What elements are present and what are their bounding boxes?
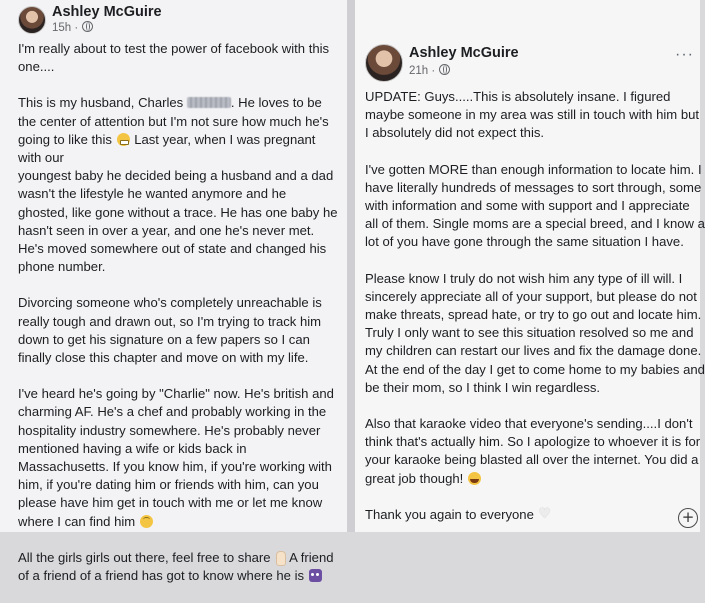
globe-icon: [439, 64, 450, 75]
timestamp-text: 21h: [409, 65, 429, 77]
screenshot-divider: [347, 0, 355, 532]
more-options-icon[interactable]: ···: [675, 46, 694, 63]
left-post-body: [18, 40, 340, 603]
post-paragraph: This is my husband, Charles . He loves to be the center of attention but I'm not sure how much he's going to like this Last year, when I was pregnant with our youngest baby he decided being a husband and a dad wasn't the lifestyle he wanted anymore and he ghosted, like gone without a trace. He has one baby he hasn't seen in over a year, and one he's never met. He's moved somewhere out of state and changed his phone number.: [18, 94, 340, 276]
author-name[interactable]: Ashley McGuire: [409, 45, 519, 61]
post-text: This is my husband, Charles: [18, 95, 184, 111]
post-paragraph: Divorcing someone who's completely unreachable is really tough and drawn out, so I'm trying to track him down to get his signature on a few papers so I can finally close this chapter and move on with my life.: [18, 295, 326, 366]
author-name[interactable]: Ashley McGuire: [52, 4, 162, 20]
redacted-surname: [187, 97, 231, 108]
post-timestamp[interactable]: 15h ·: [52, 21, 93, 34]
post-timestamp[interactable]: 21h ·: [409, 64, 450, 77]
globe-icon: [82, 21, 93, 32]
left-post-screenshot: [0, 0, 347, 584]
post-paragraph: [18, 385, 340, 531]
grimacing-face-emoji-icon: [117, 133, 130, 146]
post-text: Last year, when I was pregnant with our youngest baby he decided being a husband and a dad wasn't the lifestyle he wanted anymore and he ghosted, like gone without a trace. He has one baby he hasn't seen in over a year, and one he's never met. He's moved somewhere out of state and changed his phone number.: [18, 131, 338, 275]
timestamp-text: 15h: [52, 22, 72, 34]
post-paragraph: I'm really about to test the power of facebook with this one....: [18, 41, 333, 75]
author-avatar[interactable]: [18, 6, 46, 34]
white-heart-emoji-icon: [539, 508, 552, 521]
right-post-screenshot: [355, 0, 705, 532]
post-paragraph: [365, 415, 705, 488]
right-post-body: [365, 88, 705, 542]
pointing-hand-emoji-icon: [275, 551, 285, 564]
post-paragraph: [365, 506, 705, 524]
upside-down-face-emoji-icon: [140, 515, 153, 528]
post-paragraph: [18, 549, 340, 585]
left-post-header: [0, 0, 347, 40]
post-paragraph: Please know I truly do not wish him any type of ill will. I sincerely appreciate all of your support, but please do not make threats, spread hate, or try to go out and locate him. Truly I only want to see this situation resolved so me and my children can restart our lives and fix the damage done. At the end of the day I get to come home to my babies and be their mom, so I think I win regardless.: [365, 270, 705, 395]
right-post-header: [355, 0, 700, 88]
post-text: Also that karaoke video that everyone's sending....I don't think that's actually him. So I apologize to whoever it is for your karaoke being blasted all over the internet. You did a great job though!: [365, 416, 704, 486]
post-text: He loves to be the center of attention but I'm not sure how much he's going to like this: [18, 95, 333, 147]
author-avatar[interactable]: [365, 44, 403, 82]
laughing-face-emoji-icon: [468, 472, 481, 485]
zoom-plus-icon[interactable]: +: [678, 508, 698, 528]
post-text: Thank you again to everyone: [365, 506, 534, 522]
post-paragraph: I've gotten MORE than enough information to locate him. I have literally hundreds of messages to sort through, some with information and some with support and I appreciate all of them. Single moms are a special breed, and I know a lot of you have gone through the same situation I have.: [365, 161, 705, 250]
post-paragraph: UPDATE: Guys.....This is absolutely insane. I figured maybe someone in my area was still in touch with him but I absolutely did not expect this.: [365, 89, 703, 141]
eyes-emoji-icon: [309, 569, 322, 582]
post-text: A friend of a friend of a friend has got to know where he is: [18, 549, 338, 584]
post-text: All the girls girls out there, feel free to share: [18, 549, 271, 565]
post-text: I've heard he's going by "Charlie" now. He's british and charming AF. He's a chef and probably working in the hospitality industry somewhere. He's probably never mentioned having a wife or kids back in Massachusetts. If you know him, if you're working with him, if you're dating him or friends with him, can you please have him get in touch with me or let me know where I can find him: [18, 386, 338, 529]
